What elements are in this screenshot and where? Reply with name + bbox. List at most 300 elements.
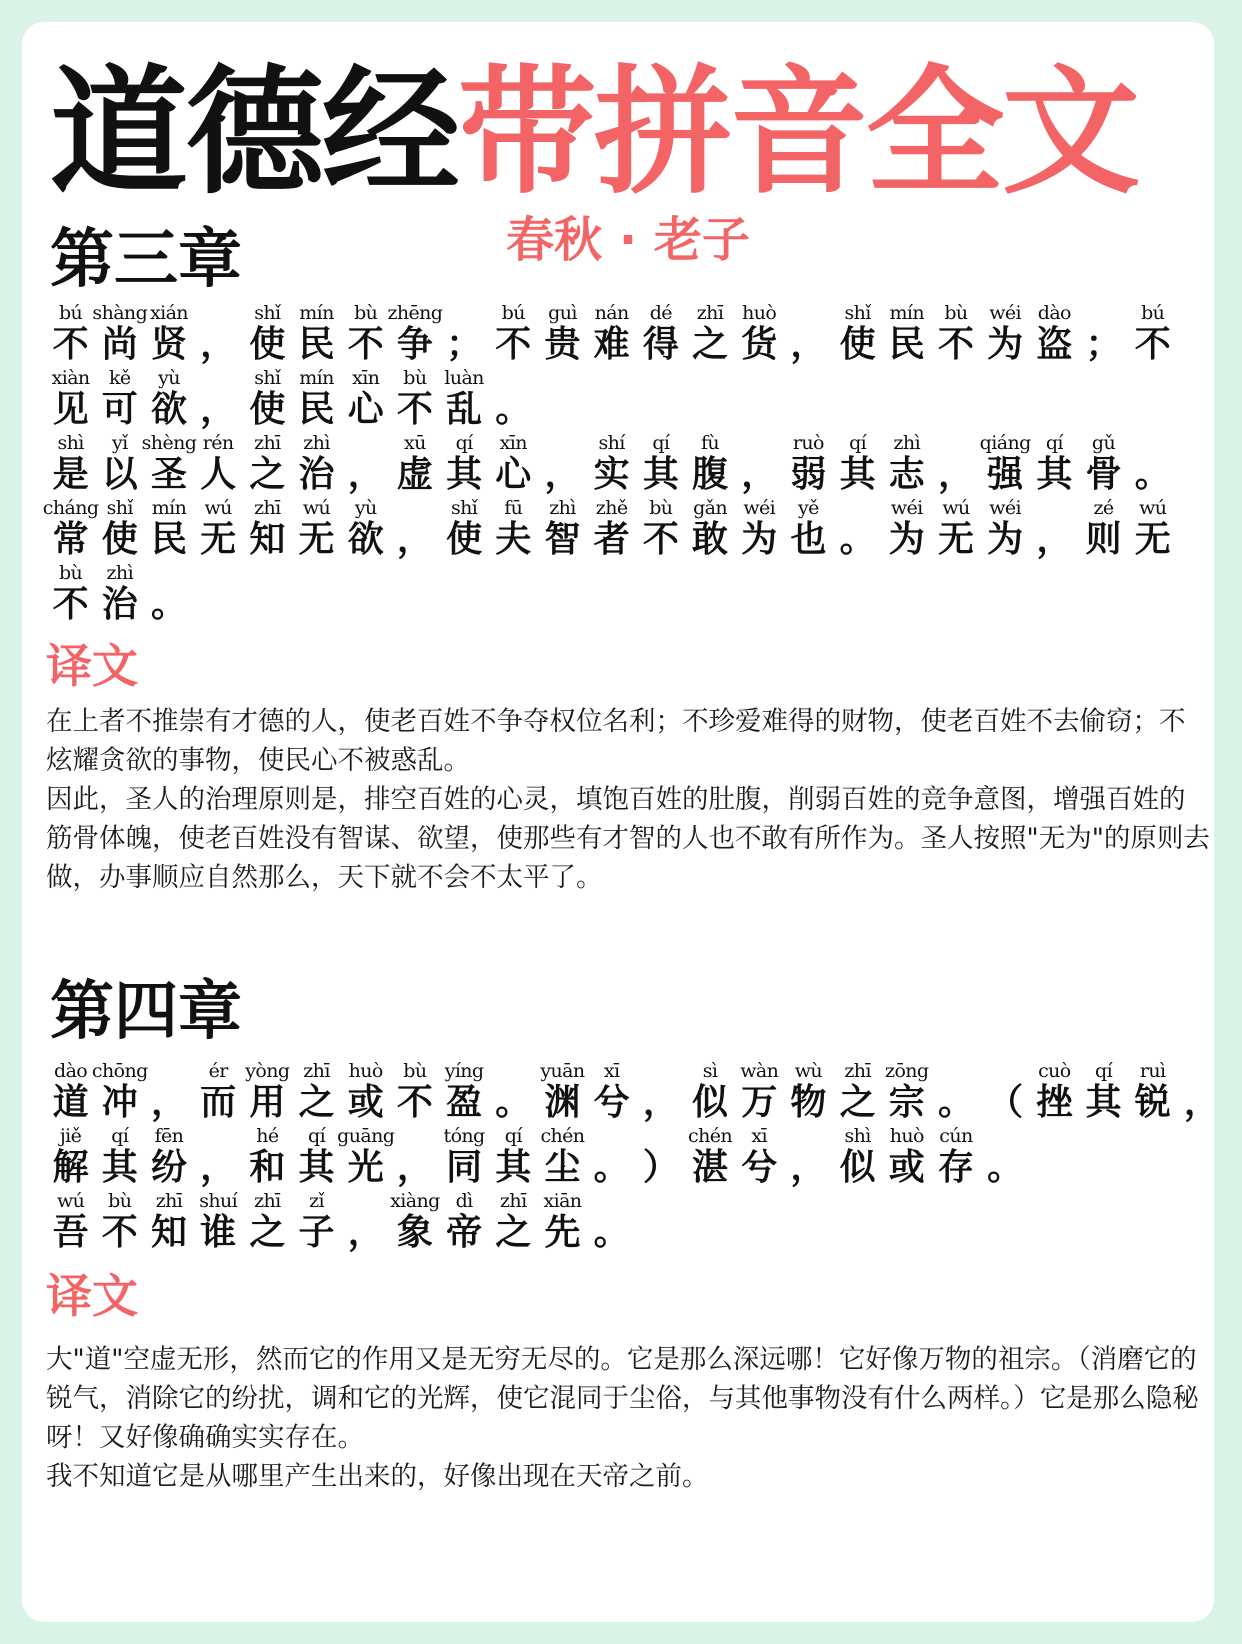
pinyin-character [882, 1059, 931, 1123]
pinyin-character [882, 301, 931, 365]
hanzi-character: ， [642, 1082, 679, 1123]
pinyin-character [784, 496, 833, 560]
pinyin-syllable: qí [504, 1125, 522, 1147]
pinyin-syllable: zhì [549, 497, 576, 519]
pinyin-syllable: ruò [792, 432, 824, 454]
pinyin-syllable: xī [603, 1060, 620, 1082]
hanzi-character: 象 [396, 1212, 433, 1253]
hanzi-character: 不 [101, 1212, 138, 1253]
hanzi-character: 。 [593, 1212, 630, 1253]
hanzi-character: ， [937, 454, 974, 495]
hanzi-character: 其 [642, 454, 679, 495]
pinyin-syllable: yǐ [111, 432, 128, 454]
hanzi-character: 。 [593, 1147, 630, 1188]
hanzi-character: 治 [298, 454, 335, 495]
pinyin-character [390, 1124, 439, 1188]
pinyin-syllable: guì [548, 302, 577, 324]
pinyin-syllable: ruì [1139, 1060, 1166, 1082]
hanzi-character: 。 [1134, 454, 1171, 495]
chapter-4-translation-paragraph: 我不知道它是从哪里产生出来的，好像出现在天帝之前。 [46, 1461, 709, 1492]
pinyin-character [931, 431, 980, 495]
hanzi-character: 民 [888, 324, 925, 365]
page-subtitle: 春秋 · 老子 [506, 212, 750, 268]
pinyin-character [489, 431, 538, 495]
pinyin-syllable: kě [109, 367, 131, 389]
pinyin-character [882, 431, 931, 495]
hanzi-character: 盗 [1036, 324, 1073, 365]
hanzi-character: 其 [101, 1147, 138, 1188]
hanzi-character: 也 [790, 519, 827, 560]
pinyin-character [95, 496, 144, 560]
pinyin-character [46, 366, 95, 430]
pinyin-character [1030, 496, 1079, 560]
pinyin-syllable: dé [649, 302, 672, 324]
hanzi-character: 贤 [150, 324, 187, 365]
pinyin-character [46, 431, 95, 495]
pinyin-character [1128, 301, 1177, 365]
hanzi-character: ） [642, 1147, 679, 1188]
pinyin-syllable: chōng [91, 1060, 148, 1082]
hanzi-character: 子 [298, 1212, 335, 1253]
hanzi-character: 不 [1134, 324, 1171, 365]
pinyin-syllable: qí [849, 432, 867, 454]
pinyin-character [538, 1124, 587, 1188]
pinyin-character [1128, 1059, 1177, 1123]
pinyin-character [489, 1059, 538, 1123]
pinyin-character [243, 1059, 292, 1123]
hanzi-character: 兮 [741, 1147, 778, 1188]
hanzi-character: 为 [741, 519, 778, 560]
hanzi-character: 似 [839, 1147, 876, 1188]
pinyin-syllable: zōng [885, 1060, 929, 1082]
hanzi-character: 或 [888, 1147, 925, 1188]
hanzi-character: 无 [1134, 519, 1171, 560]
pinyin-character [440, 1059, 489, 1123]
pinyin-syllable: zhì [106, 562, 134, 584]
hanzi-character: 乱 [446, 389, 483, 430]
pinyin-syllable: chén [688, 1125, 733, 1147]
chapter-4-pinyin-text [46, 1058, 1220, 1253]
pinyin-character [194, 366, 243, 430]
pinyin-syllable: qiáng [979, 432, 1031, 454]
pinyin-character [292, 1124, 341, 1188]
pinyin-syllable: bù [58, 562, 83, 584]
hanzi-character: 或 [347, 1082, 384, 1123]
hanzi-character: ， [200, 324, 237, 365]
hanzi-character: 争 [396, 324, 433, 365]
pinyin-character [636, 1059, 685, 1123]
pinyin-character [636, 1124, 685, 1188]
pinyin-character [784, 1124, 833, 1188]
pinyin-syllable: yuān [540, 1060, 585, 1082]
pinyin-syllable: shàng [92, 302, 148, 324]
hanzi-character: 之 [495, 1212, 532, 1253]
pinyin-syllable: bù [944, 302, 968, 324]
pinyin-character [341, 1189, 390, 1253]
pinyin-character [440, 366, 489, 430]
hanzi-character: 弱 [790, 454, 827, 495]
hanzi-character: 其 [446, 454, 483, 495]
hanzi-character: 吾 [52, 1212, 89, 1253]
chapter-4-translation-title: 译文 [46, 1269, 138, 1323]
chapter-3-translation-title: 译文 [46, 639, 138, 693]
pinyin-syllable: huò [348, 1060, 383, 1082]
hanzi-character: 强 [987, 454, 1024, 495]
hanzi-character: ； [1085, 324, 1122, 365]
pinyin-syllable: xīn [499, 432, 527, 454]
pinyin-syllable: wú [204, 497, 232, 519]
pinyin-syllable: gǔ [1091, 432, 1116, 454]
pinyin-character [144, 366, 193, 430]
pinyin-syllable: mín [889, 302, 925, 324]
pinyin-syllable: xián [149, 302, 188, 324]
pinyin-character [387, 301, 443, 365]
hanzi-character: 挫 [1036, 1082, 1073, 1123]
pinyin-character [144, 561, 193, 625]
pinyin-character [341, 496, 390, 560]
pinyin-character [292, 431, 341, 495]
hanzi-character: 盈 [446, 1082, 483, 1123]
pinyin-syllable: yòng [245, 1060, 290, 1082]
pinyin-character [390, 431, 439, 495]
pinyin-character [144, 1124, 193, 1188]
pinyin-character [685, 301, 734, 365]
pinyin-character [882, 496, 931, 560]
pinyin-syllable: dào [54, 1060, 88, 1082]
pinyin-line [46, 365, 1206, 430]
pinyin-syllable: huò [742, 302, 777, 324]
pinyin-character [341, 431, 390, 495]
hanzi-character: ， [200, 389, 237, 430]
hanzi-character: 知 [150, 1212, 187, 1253]
pinyin-syllable: zǐ [309, 1190, 324, 1212]
pinyin-character [538, 431, 587, 495]
pinyin-character [538, 301, 587, 365]
pinyin-character [685, 431, 734, 495]
pinyin-syllable: shǐ [450, 497, 478, 519]
page-title [50, 48, 1210, 218]
hanzi-character: 而 [200, 1082, 237, 1123]
pinyin-syllable: zhī [254, 1190, 281, 1212]
pinyin-character [390, 1059, 439, 1123]
pinyin-character [440, 1189, 489, 1253]
pinyin-character [1079, 431, 1128, 495]
pinyin-character [685, 1059, 734, 1123]
pinyin-character [144, 1059, 193, 1123]
pinyin-syllable: qí [111, 1125, 129, 1147]
hanzi-character: 为 [888, 519, 925, 560]
pinyin-character [46, 561, 95, 625]
pinyin-character [292, 301, 341, 365]
hanzi-character: 兮 [593, 1082, 630, 1123]
hanzi-character: 无 [298, 519, 335, 560]
pinyin-character [95, 366, 144, 430]
pinyin-character [46, 1189, 95, 1253]
hanzi-character: 人 [200, 454, 237, 495]
pinyin-syllable: zhì [893, 432, 921, 454]
hanzi-character: 不 [396, 389, 433, 430]
pinyin-character [243, 366, 292, 430]
pinyin-character [46, 1059, 95, 1123]
pinyin-syllable: shí [598, 432, 625, 454]
pinyin-character [784, 301, 833, 365]
pinyin-syllable: shì [57, 432, 84, 454]
hanzi-character: 。 [839, 519, 876, 560]
hanzi-character: 使 [839, 324, 876, 365]
hanzi-character: 不 [642, 519, 679, 560]
pinyin-character [587, 301, 636, 365]
pinyin-character [243, 301, 292, 365]
pinyin-character [587, 1189, 636, 1253]
pinyin-syllable: shǐ [254, 302, 281, 324]
hanzi-character: 夫 [495, 519, 532, 560]
pinyin-character [538, 1189, 587, 1253]
hanzi-character: 使 [101, 519, 138, 560]
hanzi-character: ， [790, 324, 827, 365]
hanzi-character: 以 [101, 454, 138, 495]
pinyin-character [92, 301, 148, 365]
hanzi-character: 为 [987, 324, 1024, 365]
pinyin-syllable: wú [302, 497, 331, 519]
hanzi-character: 用 [249, 1082, 286, 1123]
pinyin-character [931, 1124, 980, 1188]
pinyin-syllable: fū [504, 497, 523, 519]
pinyin-syllable: huò [889, 1125, 924, 1147]
pinyin-character [1030, 1059, 1079, 1123]
pinyin-character [1177, 1059, 1226, 1123]
pinyin-syllable: shuí [199, 1190, 238, 1212]
hanzi-character: 之 [839, 1082, 876, 1123]
pinyin-character [292, 496, 341, 560]
hanzi-character: ， [396, 519, 433, 560]
hanzi-character: 心 [347, 389, 384, 430]
pinyin-character [144, 1189, 193, 1253]
hanzi-character: 者 [593, 519, 630, 560]
hanzi-character: 无 [200, 519, 237, 560]
pinyin-character [390, 1189, 439, 1253]
chapter-3-pinyin-text [42, 300, 1206, 625]
pinyin-syllable: wú [942, 497, 970, 519]
hanzi-character: ， [741, 454, 778, 495]
pinyin-syllable: bú [58, 302, 83, 324]
pinyin-character [194, 1059, 243, 1123]
pinyin-syllable: tóng [443, 1125, 485, 1147]
hanzi-character: 宗 [888, 1082, 925, 1123]
pinyin-syllable: zhī [844, 1060, 871, 1082]
pinyin-character [735, 431, 784, 495]
hanzi-character: 物 [790, 1082, 827, 1123]
hanzi-character: 实 [593, 454, 630, 495]
pinyin-syllable: shì [844, 1125, 871, 1147]
pinyin-character [1030, 301, 1079, 365]
hanzi-character: 。 [495, 389, 532, 430]
pinyin-syllable: shèng [141, 432, 197, 454]
pinyin-character [194, 1124, 243, 1188]
hanzi-character: 尘 [544, 1147, 581, 1188]
pinyin-character [587, 496, 636, 560]
hanzi-character: 锐 [1134, 1082, 1171, 1123]
pinyin-syllable: dì [455, 1190, 473, 1212]
hanzi-character: 同 [446, 1147, 483, 1188]
pinyin-syllable: bù [403, 1060, 427, 1082]
hanzi-character: 见 [52, 389, 89, 430]
pinyin-syllable: mín [151, 497, 187, 519]
pinyin-character [1079, 301, 1128, 365]
pinyin-syllable: yù [354, 497, 377, 519]
pinyin-character [95, 561, 144, 625]
pinyin-character [784, 1059, 833, 1123]
pinyin-syllable: xīn [352, 367, 380, 389]
pinyin-syllable: zhī [696, 302, 724, 324]
pinyin-character [784, 431, 833, 495]
content-card [22, 22, 1220, 1622]
hanzi-character: 不 [52, 324, 89, 365]
hanzi-character: 骨 [1085, 454, 1122, 495]
hanzi-character: 光 [347, 1147, 384, 1188]
hanzi-character: 使 [446, 519, 483, 560]
pinyin-character [42, 496, 99, 560]
pinyin-character [587, 1124, 636, 1188]
pinyin-syllable: guāng [337, 1125, 395, 1147]
chapter-4-title: 第四章 [50, 975, 242, 1049]
hanzi-character: 则 [1085, 519, 1122, 560]
pinyin-syllable: shǐ [106, 497, 133, 519]
pinyin-character [95, 1189, 144, 1253]
hanzi-character: 存 [937, 1147, 974, 1188]
pinyin-syllable: wú [1139, 497, 1167, 519]
pinyin-syllable: xiān [543, 1190, 582, 1212]
pinyin-syllable: qí [308, 1125, 326, 1147]
pinyin-line [42, 495, 1206, 560]
hanzi-character: 无 [937, 519, 974, 560]
chapter-3-title: 第三章 [50, 223, 242, 297]
hanzi-character: 道 [52, 1082, 89, 1123]
pinyin-syllable: mín [299, 302, 334, 324]
pinyin-character [735, 1059, 784, 1123]
hanzi-character: 敢 [692, 519, 729, 560]
hanzi-character: ， [1183, 1082, 1220, 1123]
hanzi-character: 先 [544, 1212, 581, 1253]
pinyin-syllable: xū [404, 432, 426, 454]
pinyin-character [91, 1059, 148, 1123]
hanzi-character: ， [347, 1212, 384, 1253]
chapter-3-translation-paragraph: 因此，圣人的治理原则是，排空百姓的心灵，填饱百姓的肚腹，削弱百姓的竞争意图，增强百姓的筋骨体魄，使老百姓没有智谋、欲望，使那些有才智的人也不敢有所作为。圣人按照"无为"的原则去做，办事顺应自然那么，天下就不会不太平了。 [46, 784, 1210, 893]
hanzi-character: ， [544, 454, 581, 495]
hanzi-character: 志 [888, 454, 925, 495]
pinyin-character [833, 431, 882, 495]
pinyin-character [144, 301, 193, 365]
pinyin-character [341, 1059, 390, 1123]
chapter-4-translation [46, 1340, 1211, 1496]
pinyin-syllable: cún [939, 1125, 973, 1147]
pinyin-character [538, 1059, 587, 1123]
pinyin-character [489, 301, 538, 365]
hanzi-character: 。 [495, 1082, 532, 1123]
pinyin-character [1128, 496, 1177, 560]
pinyin-character [194, 431, 243, 495]
pinyin-syllable: bù [403, 367, 427, 389]
hanzi-character: 心 [495, 454, 532, 495]
pinyin-syllable: ér [208, 1060, 228, 1082]
hanzi-character: ； [446, 324, 483, 365]
hanzi-character: 其 [495, 1147, 532, 1188]
hanzi-character: 其 [1036, 454, 1073, 495]
pinyin-character [1079, 1059, 1128, 1123]
hanzi-character: 。 [937, 1082, 974, 1123]
hanzi-character: 不 [937, 324, 974, 365]
pinyin-character [931, 301, 980, 365]
pinyin-syllable: wú [56, 1190, 85, 1212]
hanzi-character: 之 [298, 1082, 335, 1123]
pinyin-syllable: zhī [155, 1190, 183, 1212]
pinyin-syllable: wàn [740, 1060, 779, 1082]
hanzi-character: 湛 [692, 1147, 729, 1188]
pinyin-character [194, 1189, 243, 1253]
hanzi-character: 知 [249, 519, 286, 560]
hanzi-character: 民 [298, 324, 335, 365]
pinyin-syllable: chén [540, 1125, 585, 1147]
hanzi-character: 帝 [446, 1212, 483, 1253]
hanzi-character: ， [790, 1147, 827, 1188]
pinyin-character [489, 366, 538, 430]
pinyin-character [194, 301, 243, 365]
hanzi-character: 是 [52, 454, 89, 495]
pinyin-character [981, 496, 1030, 560]
pinyin-character [636, 301, 685, 365]
hanzi-character: 治 [101, 584, 138, 625]
hanzi-character: 其 [1085, 1082, 1122, 1123]
pinyin-line [46, 300, 1206, 365]
hanzi-character: 圣 [150, 454, 187, 495]
pinyin-character [1128, 431, 1177, 495]
pinyin-line [46, 430, 1206, 495]
pinyin-character [46, 1124, 95, 1188]
hanzi-character: 。 [150, 584, 187, 625]
pinyin-character [735, 496, 784, 560]
hanzi-character: 。 [987, 1147, 1024, 1188]
hanzi-character: 常 [52, 519, 89, 560]
hanzi-character: 其 [298, 1147, 335, 1188]
pinyin-syllable: zhī [303, 1060, 330, 1082]
pinyin-syllable: bù [108, 1190, 132, 1212]
pinyin-line [46, 1058, 1220, 1123]
pinyin-character [685, 1124, 734, 1188]
pinyin-syllable: zé [1093, 497, 1114, 519]
pinyin-syllable: qí [652, 432, 670, 454]
hanzi-character: 不 [396, 1082, 433, 1123]
pinyin-character [981, 1059, 1030, 1123]
pinyin-character [981, 301, 1030, 365]
pinyin-syllable: mín [299, 367, 334, 389]
pinyin-character [931, 1059, 980, 1123]
hanzi-character: 纷 [150, 1147, 187, 1188]
pinyin-character [882, 1124, 931, 1188]
hanzi-character: ， [396, 1147, 433, 1188]
pinyin-syllable: dào [1037, 302, 1071, 324]
pinyin-character [489, 496, 538, 560]
pinyin-character [194, 496, 243, 560]
hanzi-character: 和 [249, 1147, 286, 1188]
pinyin-character [1079, 496, 1128, 560]
pinyin-syllable: hé [256, 1125, 279, 1147]
pinyin-character [489, 1189, 538, 1253]
hanzi-character: 腹 [692, 454, 729, 495]
pinyin-syllable: bú [1141, 302, 1165, 324]
pinyin-syllable: wéi [989, 302, 1022, 324]
pinyin-character [292, 1059, 341, 1123]
hanzi-character: 欲 [347, 519, 384, 560]
hanzi-character: 民 [298, 389, 335, 430]
